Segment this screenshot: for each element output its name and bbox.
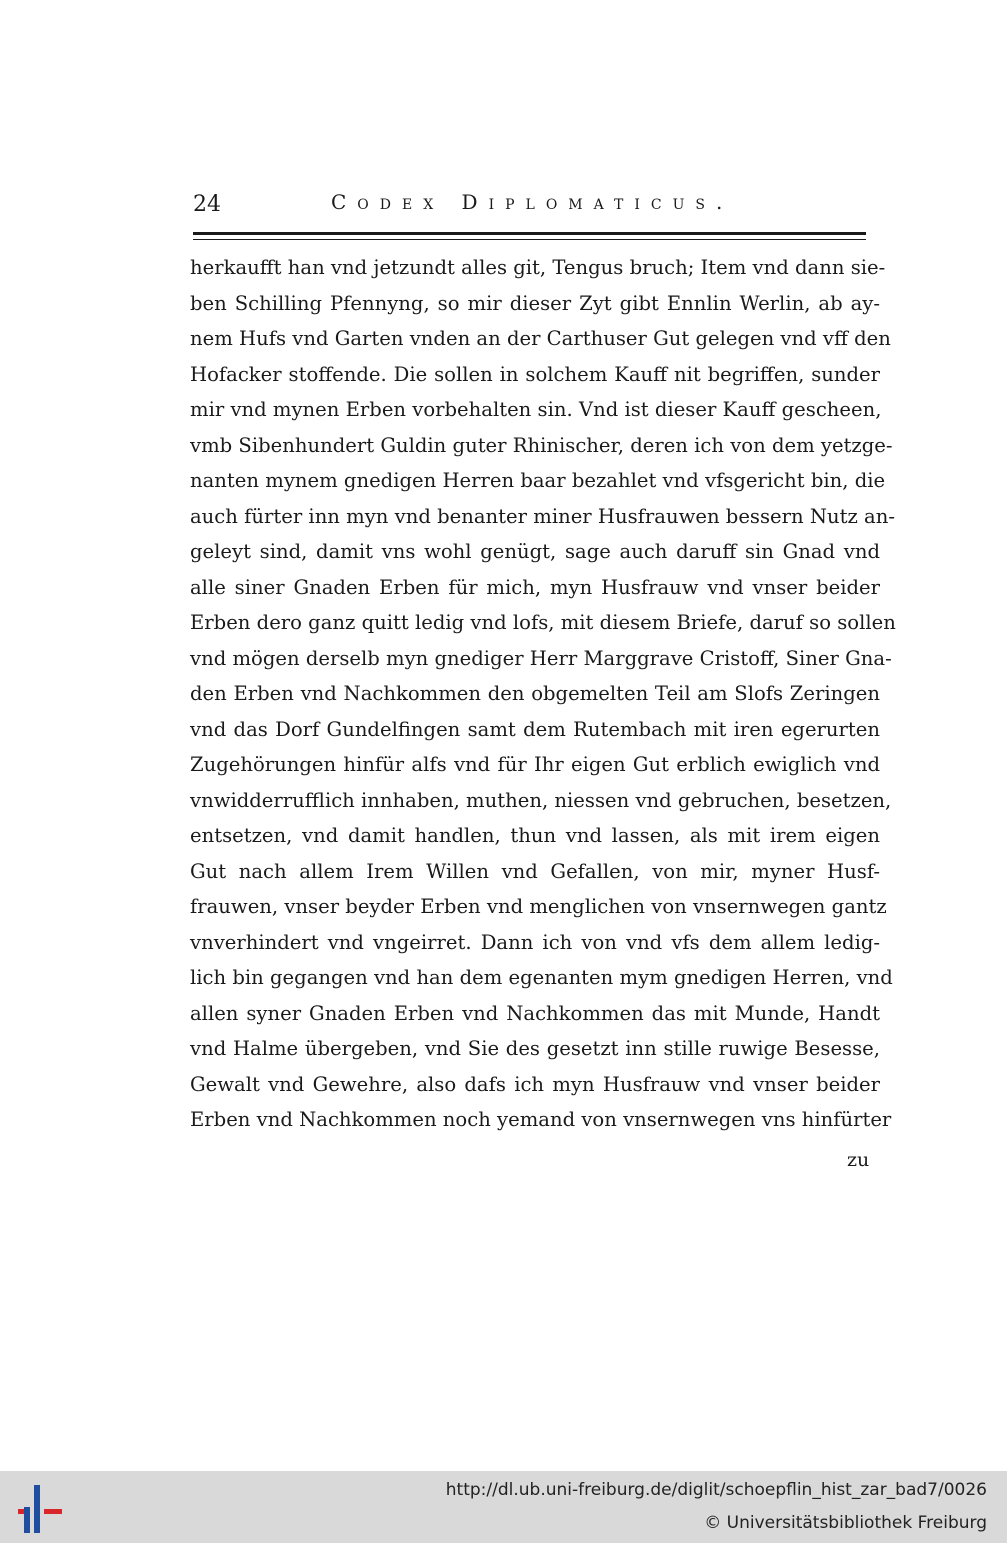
- copyright-notice: © Universitätsbibliothek Freiburg: [704, 1513, 987, 1533]
- text-line: vnd Halme übergeben, vnd Sie des gesetzt inn stille ruwige Besesse,: [190, 1037, 880, 1060]
- page-number: 24: [193, 192, 221, 217]
- footer-bar: [0, 1471, 1007, 1543]
- text-line: vmb Sibenhundert Guldin guter Rhinischer, deren ich von dem yetzge-: [190, 433, 893, 457]
- text-line: Gewalt vnd Gewehre, also dafs ich myn Husfrauw vnd vnser beider: [190, 1072, 880, 1096]
- text-line: Hofacker stoffende. Die sollen in solchem Kauff nit begriffen, sunder: [190, 362, 880, 386]
- running-title: Codex Diplomaticus.: [331, 190, 734, 214]
- text-line: allen syner Gnaden Erben vnd Nachkommen das mit Munde, Handt: [190, 1001, 880, 1025]
- text-line: vnd das Dorf Gundelfingen samt dem Rutembach mit iren egerurten: [190, 717, 880, 741]
- header-rule-thin: [193, 239, 866, 240]
- text-line: Zugehörungen hinfür alfs vnd für Ihr eigen Gut erblich ewiglich vnd: [190, 753, 880, 776]
- text-line: auch fürter inn myn vnd benanter miner Husfrauwen bessern Nutz an-: [190, 504, 895, 528]
- text-line: alle siner Gnaden Erben für mich, myn Husfrauw vnd vnser beider: [190, 575, 880, 599]
- text-line: mir vnd mynen Erben vorbehalten sin. Vnd ist dieser Kauff gescheen,: [190, 398, 882, 421]
- library-logo-icon[interactable]: [18, 1485, 66, 1533]
- text-line: vnd mögen derselb myn gnediger Herr Marggrave Cristoff, Siner Gna-: [190, 646, 892, 670]
- catchword: zu: [847, 1149, 870, 1171]
- text-line: ben Schilling Pfennyng, so mir dieser Zyt gibt Ennlin Werlin, ab ay-: [190, 291, 880, 315]
- text-line: Gut nach allem Irem Willen vnd Gefallen, von mir, myner Husf-: [190, 859, 880, 883]
- page-header: [193, 188, 883, 222]
- text-line: vnverhindert vnd vngeirret. Dann ich von vnd vfs dem allem ledig-: [190, 930, 880, 954]
- text-line: lich bin gegangen vnd han dem egenanten mym gnedigen Herren, vnd: [190, 966, 893, 989]
- source-url-link[interactable]: http://dl.ub.uni-freiburg.de/diglit/schoepflin_hist_zar_bad7/0026: [445, 1480, 987, 1500]
- body-text: [190, 250, 896, 1138]
- text-line: den Erben vnd Nachkommen den obgemelten Teil am Slofs Zeringen: [190, 682, 880, 705]
- header-rule-thick: [193, 232, 866, 235]
- text-line: geleyt sind, damit vns wohl genügt, sage auch daruff sin Gnad vnd: [190, 540, 880, 563]
- text-line: nanten mynem gnedigen Herren baar bezahlet vnd vfsgericht bin, die: [190, 469, 886, 492]
- text-line: Erben vnd Nachkommen noch yemand von vnsernwegen vns hinfürter: [190, 1108, 892, 1131]
- text-line: frauwen, vnser beyder Erben vnd menglichen von vnsernwegen gantz: [190, 895, 887, 918]
- text-line: vnwidderrufflich innhaben, muthen, niessen vnd gebruchen, besetzen,: [190, 788, 892, 812]
- text-line: entsetzen, vnd damit handlen, thun vnd lassen, als mit irem eigen: [190, 824, 880, 847]
- text-line: nem Hufs vnd Garten vnden an der Carthuser Gut gelegen vnd vff den: [190, 327, 891, 350]
- text-line: Erben dero ganz quitt ledig vnd lofs, mit diesem Briefe, daruf so sollen: [190, 611, 896, 634]
- text-line: herkaufft han vnd jetzundt alles git, Tengus bruch; Item vnd dann sie-: [190, 256, 886, 279]
